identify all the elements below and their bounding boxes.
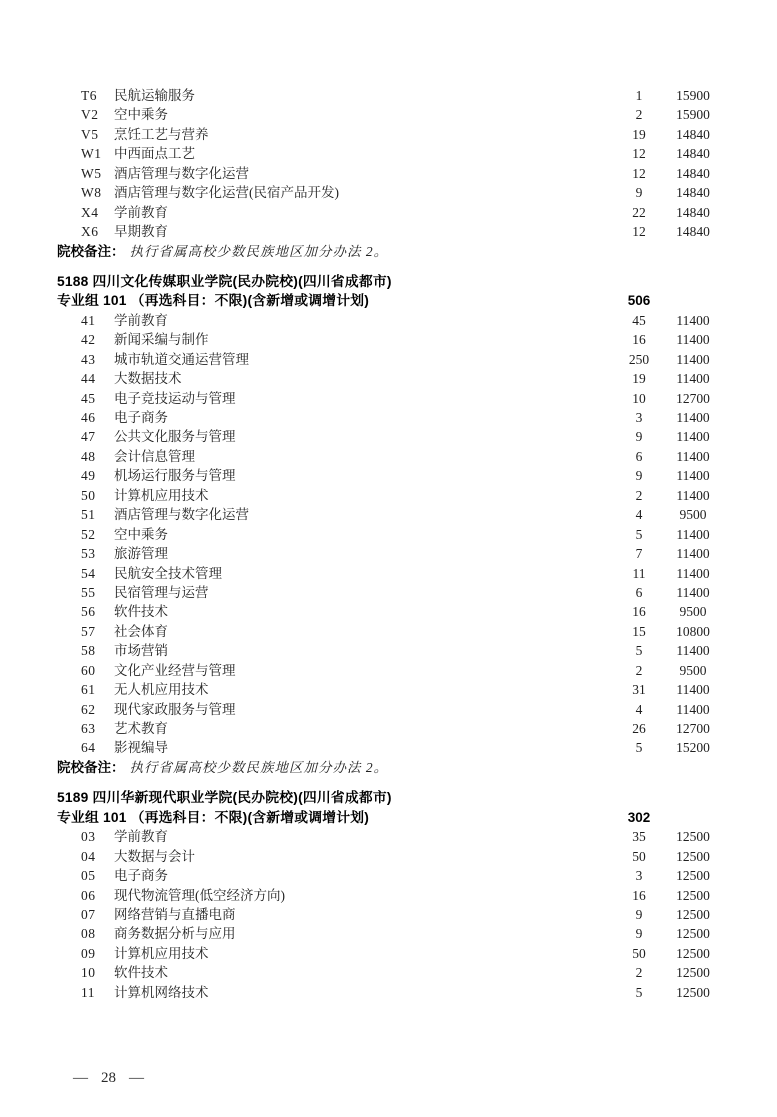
major-row [57, 222, 721, 241]
major-row [57, 486, 721, 505]
major-row [57, 738, 721, 757]
group-label: 专业组 101 （再选科目：不限)(含新增或调增计划) [57, 293, 370, 309]
major-name: 电子竞技运动与管理 [114, 390, 236, 406]
tuition-fee: 11400 [676, 682, 710, 698]
plan-count: 4 [635, 507, 643, 523]
major-code: 56 [81, 604, 96, 620]
major-name: 计算机应用技术 [114, 945, 209, 961]
footer-dash-right: — [129, 1070, 144, 1086]
major-row [57, 369, 721, 388]
plan-count: 2 [635, 662, 643, 678]
plan-count: 9 [635, 429, 643, 445]
major-name: 学前教育 [114, 829, 168, 845]
major-name: 市场营销 [114, 643, 168, 659]
major-row [57, 622, 721, 641]
tuition-fee: 12500 [676, 945, 710, 961]
plan-count: 5 [635, 740, 643, 756]
tuition-fee: 12500 [676, 906, 710, 922]
remark-label: 院校备注： [57, 759, 125, 775]
major-row [57, 447, 721, 466]
major-name: 学前教育 [114, 204, 168, 220]
tuition-fee: 10800 [676, 623, 710, 639]
major-row [57, 350, 721, 369]
major-row [57, 602, 721, 621]
tuition-fee: 15900 [676, 107, 710, 123]
major-name: 软件技术 [114, 604, 168, 620]
major-code: 52 [81, 526, 96, 542]
major-code: 41 [81, 312, 96, 328]
major-row [57, 905, 721, 924]
major-row [57, 311, 721, 330]
plan-count: 12 [632, 146, 646, 162]
major-name: 软件技术 [114, 965, 168, 981]
plan-count: 5 [635, 526, 643, 542]
major-name: 空中乘务 [114, 526, 168, 542]
major-row [57, 827, 721, 846]
major-code: 63 [81, 721, 96, 736]
major-code: 10 [81, 965, 96, 981]
major-name: 新闻采编与制作 [114, 332, 209, 348]
major-code: 51 [81, 507, 96, 523]
major-row [57, 505, 721, 524]
remark-row [57, 758, 721, 777]
major-name: 烹饪工艺与营养 [114, 126, 209, 142]
major-name: 酒店管理与数字化运营 [114, 507, 249, 523]
major-name: 艺术教育 [114, 721, 168, 736]
plan-count: 5 [635, 984, 643, 1000]
plan-count: 12 [632, 165, 646, 181]
tuition-fee: 11400 [676, 487, 710, 503]
major-name: 机场运行服务与管理 [114, 468, 236, 484]
plan-count: 19 [632, 126, 646, 142]
tuition-fee: 12500 [676, 848, 710, 864]
major-row [57, 466, 721, 485]
tuition-fee: 12500 [676, 887, 710, 903]
tuition-fee: 12500 [676, 965, 710, 981]
plan-count: 5 [635, 643, 643, 659]
plan-count: 26 [632, 721, 646, 736]
tuition-fee: 14840 [676, 165, 710, 181]
major-code: X4 [81, 204, 99, 220]
major-code: 05 [81, 868, 96, 884]
plan-count: 6 [635, 584, 643, 600]
major-code: 64 [81, 740, 96, 756]
major-name: 商务数据分析与应用 [114, 926, 236, 942]
major-code: 08 [81, 926, 96, 942]
page-footer [73, 1070, 144, 1087]
remark-text: 执行省属高校少数民族地区加分办法 2。 [129, 759, 389, 775]
major-name: 民宿管理与运营 [114, 584, 209, 600]
tuition-fee: 11400 [676, 351, 710, 367]
plan-count: 1 [635, 88, 643, 103]
tuition-fee: 12500 [676, 926, 710, 942]
tuition-fee: 11400 [676, 448, 710, 464]
tuition-fee: 15900 [676, 88, 710, 103]
major-code: 58 [81, 643, 96, 659]
plan-count: 9 [635, 185, 643, 201]
major-row [57, 164, 721, 183]
major-code: 04 [81, 848, 96, 864]
tuition-fee: 11400 [676, 332, 710, 348]
tuition-fee: 14840 [676, 126, 710, 142]
major-row [57, 544, 721, 563]
tuition-fee: 12700 [676, 390, 710, 406]
major-code: 03 [81, 829, 96, 845]
plan-count: 16 [632, 332, 646, 348]
group-label: 专业组 101 （再选科目：不限)(含新增或调增计划) [57, 809, 370, 825]
major-name: 早期教育 [114, 224, 168, 240]
tuition-fee: 14840 [676, 185, 710, 201]
tuition-fee: 12700 [676, 721, 710, 736]
plan-count: 10 [632, 390, 646, 406]
plan-count: 19 [632, 371, 646, 387]
major-code: 57 [81, 623, 96, 639]
plan-count: 16 [632, 604, 646, 620]
major-row [57, 700, 721, 719]
group-plan-count: 302 [627, 809, 651, 825]
plan-count: 31 [632, 682, 646, 698]
tuition-fee: 12500 [676, 984, 710, 1000]
major-name: 社会体育 [114, 623, 168, 639]
tuition-fee: 11400 [676, 468, 710, 484]
major-row [57, 944, 721, 963]
major-name: 中西面点工艺 [114, 146, 195, 162]
tuition-fee: 14840 [676, 224, 710, 240]
major-row [57, 983, 721, 1002]
plan-count: 50 [632, 848, 646, 864]
major-row [57, 525, 721, 544]
plan-count: 45 [632, 312, 646, 328]
major-name: 公共文化服务与管理 [114, 429, 236, 445]
tuition-fee: 11400 [676, 643, 710, 659]
tuition-fee: 11400 [676, 371, 710, 387]
major-name: 现代物流管理(低空经济方向) [114, 887, 285, 903]
tuition-fee: 11400 [676, 584, 710, 600]
major-name: 大数据技术 [114, 371, 182, 387]
major-code: V5 [81, 126, 99, 142]
major-name: 文化产业经营与管理 [114, 662, 236, 678]
major-code: 42 [81, 332, 96, 348]
college-header: 5189 四川华新现代职业学院(民办院校)(四川省成都市) [57, 790, 392, 806]
tuition-fee: 11400 [676, 429, 710, 445]
plan-count: 50 [632, 945, 646, 961]
major-row [57, 924, 721, 943]
major-row [57, 105, 721, 124]
major-name: 空中乘务 [114, 107, 168, 123]
footer-dash-left: — [73, 1070, 88, 1086]
major-code: 61 [81, 682, 96, 698]
major-name: 计算机应用技术 [114, 487, 209, 503]
major-code: 11 [81, 984, 95, 1000]
major-name: 民航安全技术管理 [114, 565, 222, 581]
major-code: 07 [81, 906, 96, 922]
tuition-fee: 14840 [676, 146, 710, 162]
plan-count: 250 [628, 351, 650, 367]
major-name: 城市轨道交通运营管理 [114, 351, 249, 367]
college-header: 5188 四川文化传媒职业学院(民办院校)(四川省成都市) [57, 273, 392, 289]
major-row [57, 183, 721, 202]
major-code: T6 [81, 88, 97, 103]
tuition-fee: 11400 [676, 546, 710, 562]
major-code: 48 [81, 448, 96, 464]
major-code: 54 [81, 565, 96, 581]
plan-count: 9 [635, 468, 643, 484]
major-code: X6 [81, 224, 99, 240]
major-row [57, 680, 721, 699]
major-name: 影视编导 [114, 740, 168, 756]
major-code: 06 [81, 887, 96, 903]
major-row [57, 203, 721, 222]
major-code: 44 [81, 371, 96, 387]
major-row [57, 661, 721, 680]
tuition-fee: 15200 [676, 740, 710, 756]
plan-count: 35 [632, 829, 646, 845]
plan-count: 9 [635, 926, 643, 942]
major-code: W8 [81, 185, 102, 201]
plan-count: 2 [635, 487, 643, 503]
major-code: W1 [81, 146, 102, 162]
remark-row [57, 242, 721, 261]
tuition-fee: 12500 [676, 868, 710, 884]
major-name: 酒店管理与数字化运营 [114, 165, 249, 181]
major-row [57, 144, 721, 163]
major-row [57, 583, 721, 602]
major-name: 旅游管理 [114, 546, 168, 562]
major-code: 43 [81, 351, 96, 367]
plan-count: 16 [632, 887, 646, 903]
major-row [57, 389, 721, 408]
remark-text: 执行省属高校少数民族地区加分办法 2。 [129, 243, 389, 259]
page-number: 28 [101, 1070, 116, 1086]
major-group-row [57, 808, 721, 827]
plan-count: 3 [635, 410, 643, 425]
tuition-fee: 9500 [679, 507, 707, 523]
plan-count: 12 [632, 224, 646, 240]
major-row [57, 330, 721, 349]
remark-label: 院校备注： [57, 243, 125, 259]
tuition-fee: 11400 [676, 312, 710, 328]
tuition-fee: 14840 [676, 204, 710, 220]
major-code: 49 [81, 468, 96, 484]
plan-count: 7 [635, 546, 643, 562]
major-row [57, 847, 721, 866]
major-name: 民航运输服务 [114, 88, 195, 103]
major-row [57, 564, 721, 583]
major-code: V2 [81, 107, 99, 123]
major-name: 电子商务 [114, 410, 168, 425]
tuition-fee: 11400 [676, 701, 710, 717]
tuition-fee: 9500 [679, 662, 707, 678]
major-code: 60 [81, 662, 96, 678]
major-code: 53 [81, 546, 96, 562]
admissions-plan-table [57, 86, 721, 1002]
major-group-row [57, 291, 721, 310]
major-code: 62 [81, 701, 96, 717]
major-code: 55 [81, 584, 96, 600]
major-name: 会计信息管理 [114, 448, 195, 464]
major-row [57, 86, 721, 105]
plan-count: 2 [635, 965, 643, 981]
plan-count: 9 [635, 906, 643, 922]
tuition-fee: 9500 [679, 604, 707, 620]
plan-count: 4 [635, 701, 643, 717]
major-row [57, 125, 721, 144]
major-row [57, 963, 721, 982]
major-code: W5 [81, 165, 102, 181]
major-code: 09 [81, 945, 96, 961]
major-name: 电子商务 [114, 868, 168, 884]
major-name: 无人机应用技术 [114, 682, 209, 698]
major-code: 45 [81, 390, 96, 406]
major-row [57, 641, 721, 660]
major-name: 现代家政服务与管理 [114, 701, 236, 717]
major-name: 学前教育 [114, 312, 168, 328]
plan-count: 3 [635, 868, 643, 884]
major-row [57, 719, 721, 738]
major-name: 网络营销与直播电商 [114, 906, 236, 922]
major-row [57, 866, 721, 885]
plan-count: 22 [632, 204, 646, 220]
major-name: 大数据与会计 [114, 848, 195, 864]
tuition-fee: 11400 [676, 410, 710, 425]
tuition-fee: 11400 [676, 565, 710, 581]
group-plan-count: 506 [627, 293, 651, 309]
major-row [57, 427, 721, 446]
major-code: 47 [81, 429, 96, 445]
major-code: 50 [81, 487, 96, 503]
plan-count: 2 [635, 107, 643, 123]
plan-count: 15 [632, 623, 646, 639]
major-name: 计算机网络技术 [114, 984, 209, 1000]
tuition-fee: 11400 [676, 526, 710, 542]
tuition-fee: 12500 [676, 829, 710, 845]
major-code: 46 [81, 410, 96, 425]
plan-count: 11 [632, 565, 646, 581]
major-name: 酒店管理与数字化运营(民宿产品开发) [114, 185, 339, 201]
major-row [57, 408, 721, 427]
major-row [57, 886, 721, 905]
plan-count: 6 [635, 448, 643, 464]
